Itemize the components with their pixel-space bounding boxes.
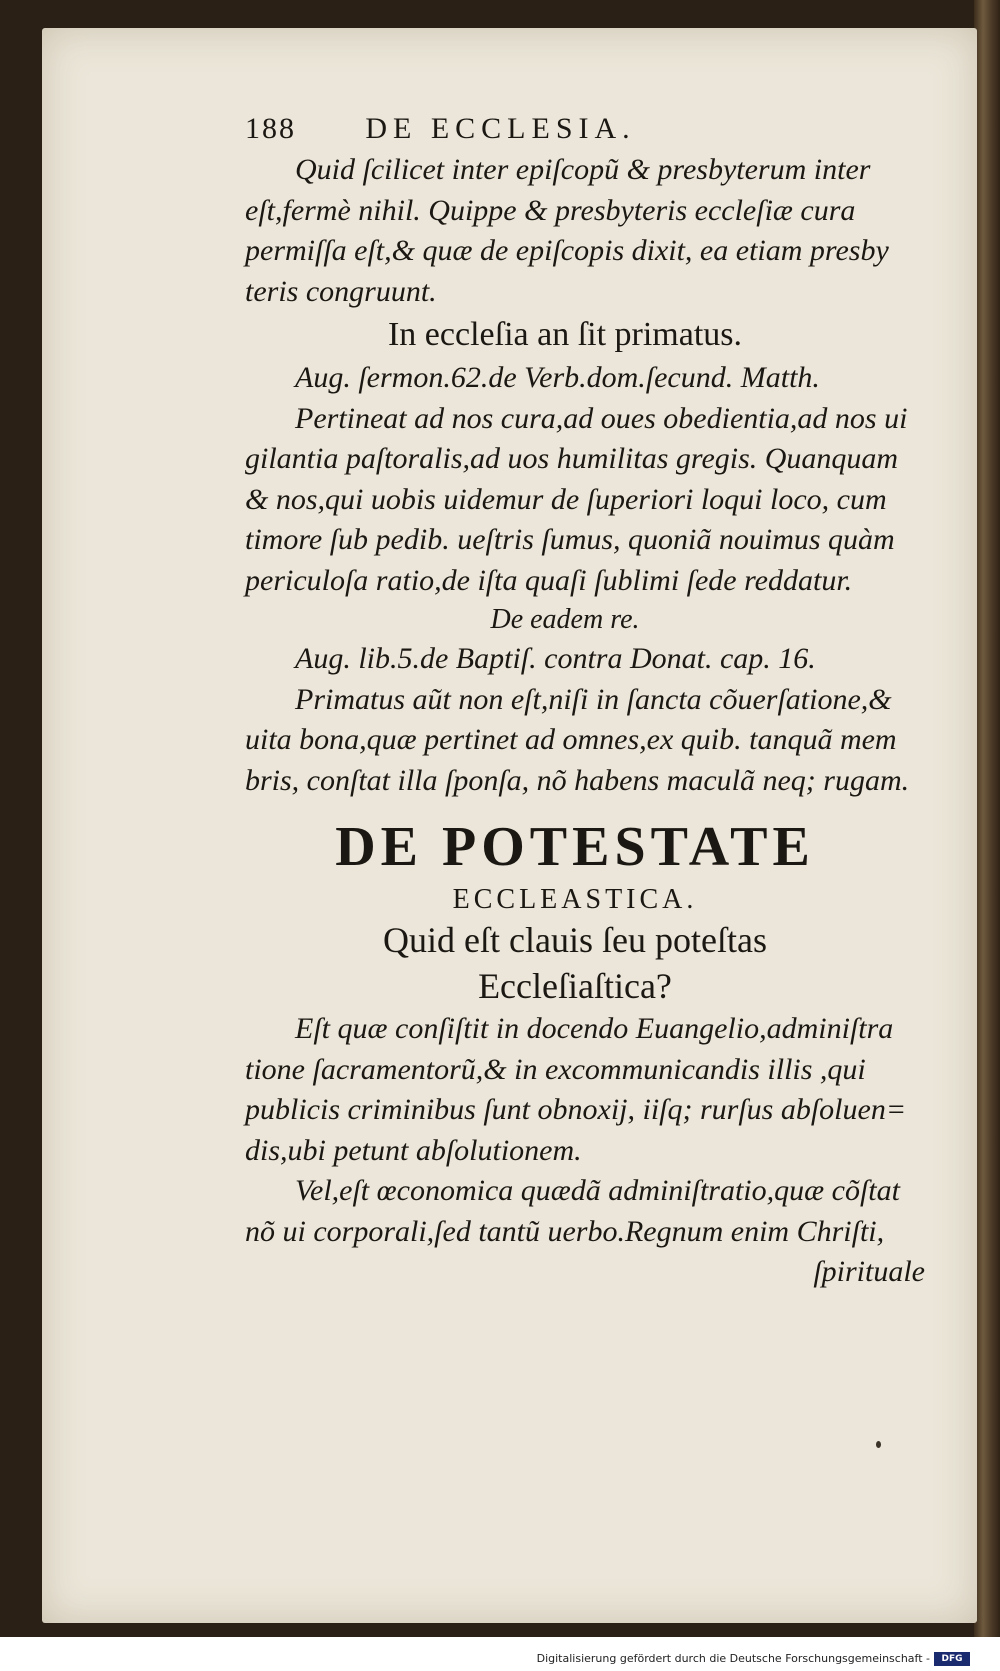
page-text [245,108,965,1293]
text-line: teris congruunt. [245,274,437,308]
text-line: Pertineat ad nos cura,ad oues obedientia,ad nos ui [295,401,908,435]
citation: Aug. lib.5.de Baptiſ. contra Donat. cap. 16. [295,642,816,675]
paragraph-1 [245,150,965,312]
text-line: Quid ſcilicet inter epiſcopũ & presbyterum inter [295,153,871,186]
text-line: uita bona,quæ pertinet ad omnes,ex quib. tanquã mem [245,723,897,756]
main-subheading: ECCLEASTICA. [452,884,698,915]
text-line: bris, conſtat illa ſponſa, nõ habens maculã neq; rugam. [245,763,910,797]
page-header [245,108,705,150]
page-number: 188 [245,112,296,145]
text-line: & nos,qui uobis uidemur de ſuperiori loqui loco, cum [245,482,887,516]
section-3-body [245,1009,965,1293]
citation: Aug. ſermon.62.de Verb.dom.ſecund. Matth. [295,361,820,394]
dfg-logo: DFG [934,1652,970,1666]
text-line: periculoſa ratio,de iſta quaſi ſublimi ſede reddatur. [245,563,853,597]
digitization-footer [0,1650,1000,1671]
main-heading: DE POTESTATE [335,816,815,878]
catchword: ſpirituale [813,1255,925,1288]
text-line: eſt,fermè nihil. Quippe & presbyteris eccleſiæ cura [245,193,856,227]
text-line: permiſſa eſt,& quæ de epiſcopis dixit, ea etiam presby [245,234,889,267]
funding-credit: Digitalisierung gefördert durch die Deutsche Forschungsgemeinschaft - [536,1652,930,1665]
question-heading-line-1: Quid eſt clauis ſeu poteſtas [383,920,767,960]
text-line: timore ſub pedib. ueſtris ſumus, quoniã nouimus quàm [245,523,895,556]
text-line: Primatus aũt non eſt,niſi in ſancta cõuerſatione,& [295,682,892,716]
section-1-body [245,399,965,602]
text-line: Eſt quæ conſiſtit in docendo Euangelio,adminiſtra [295,1012,894,1045]
text-line: dis,ubi petunt abſolutionem. [245,1133,582,1167]
section-2-body [245,680,965,802]
question-heading-line-2: Eccleſiaſtica? [478,966,672,1006]
text-line: tione ſacramentorũ,& in excommunicandis illis ,qui [245,1052,866,1086]
text-line: nõ ui corporali,ſed tantũ uerbo.Regnum enim Chriſti, [245,1214,885,1248]
text-line: gilantia paſtoralis,ad uos humilitas gregis. Quanquam [245,442,899,475]
text-line: Vel,eſt œconomica quædã adminiſtratio,quæ cõſtat [295,1174,900,1207]
book-spine-edge [974,0,1000,1637]
text-line: publicis criminibus ſunt obnoxij, iiſq; rurſus abſoluen= [245,1093,907,1126]
section-heading-primatus: In eccleſia an ſit primatus. [387,316,743,353]
section-heading-de-eadem-re: De eadem re. [490,604,640,635]
running-title: DE ECCLESIA. [365,112,636,145]
ink-speck [876,1441,881,1448]
